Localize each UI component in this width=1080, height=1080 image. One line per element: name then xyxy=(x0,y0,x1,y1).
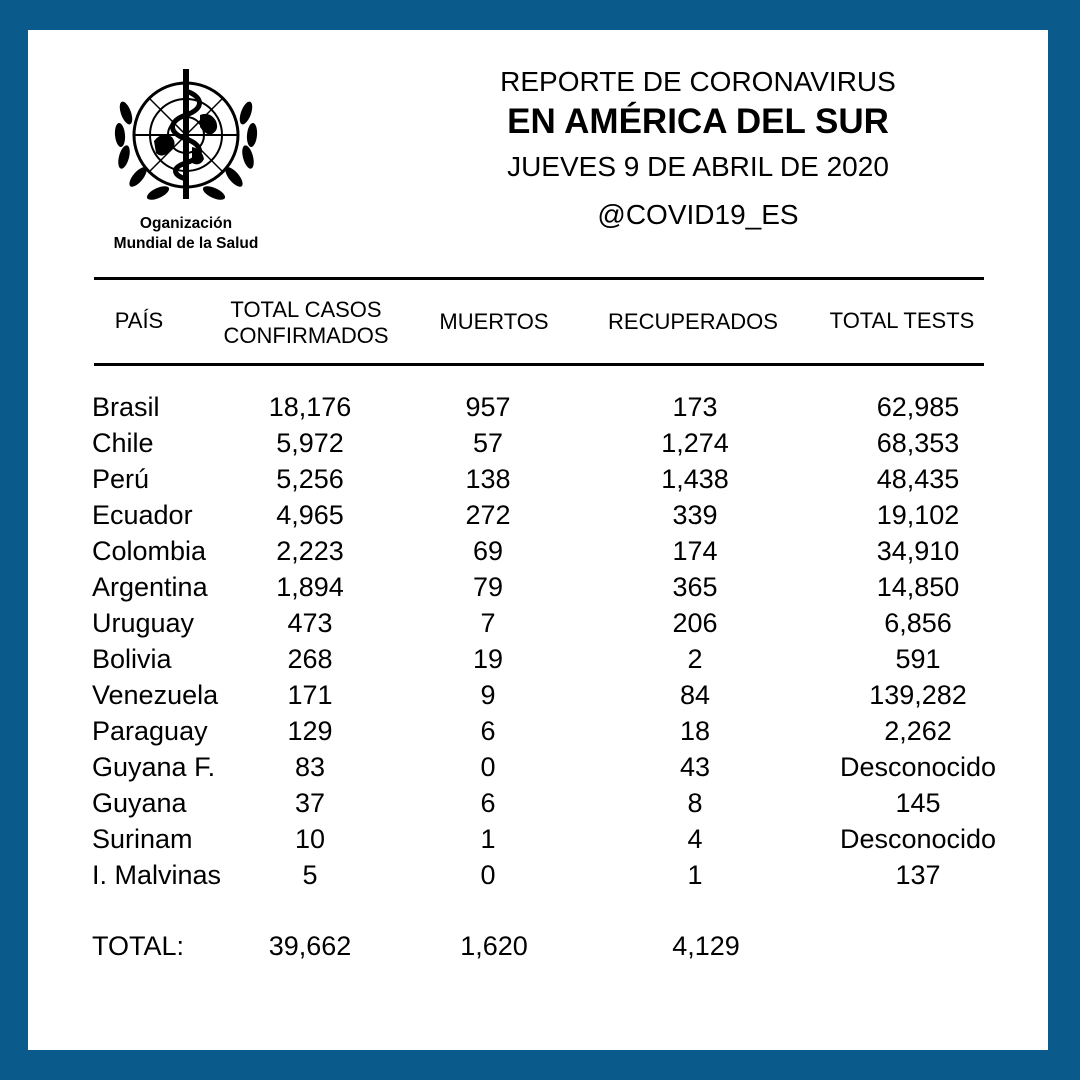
organization-name-line2: Mundial de la Salud xyxy=(113,235,259,252)
cell-country: Chile xyxy=(92,428,154,458)
cell-confirmed: 83 xyxy=(294,752,326,782)
cell-recovered: 365 xyxy=(672,572,718,602)
cell-deaths: 272 xyxy=(465,500,511,530)
cell-recovered: 1,274 xyxy=(661,428,729,458)
column-header-tests: TOTAL TESTS xyxy=(829,308,975,333)
cell-tests: 137 xyxy=(895,860,941,890)
country-table xyxy=(28,389,1048,893)
organization-name xyxy=(78,214,294,254)
cell-tests: Desconocido xyxy=(839,752,997,782)
cell-country: Argentina xyxy=(92,572,208,602)
table-row xyxy=(28,749,1048,785)
cell-recovered: 173 xyxy=(672,392,718,422)
totals-deaths: 1,620 xyxy=(460,931,528,961)
table-top-rule xyxy=(94,277,984,280)
cell-country: I. Malvinas xyxy=(92,860,222,890)
table-row xyxy=(28,533,1048,569)
cell-deaths: 57 xyxy=(472,428,504,458)
cell-country: Colombia xyxy=(92,536,207,566)
cell-tests: 6,856 xyxy=(884,608,952,638)
cell-recovered: 18 xyxy=(679,716,711,746)
table-row xyxy=(28,425,1048,461)
cell-deaths: 69 xyxy=(472,536,504,566)
cell-tests: 62,985 xyxy=(876,392,960,422)
cell-recovered: 43 xyxy=(679,752,711,782)
cell-deaths: 7 xyxy=(480,608,496,638)
who-emblem-icon xyxy=(96,63,276,213)
cell-country: Guyana F. xyxy=(92,752,216,782)
table-row xyxy=(28,497,1048,533)
column-header-confirmed-line2: CONFIRMADOS xyxy=(223,323,389,348)
cell-recovered: 174 xyxy=(672,536,718,566)
cell-confirmed: 1,894 xyxy=(276,572,344,602)
cell-recovered: 84 xyxy=(679,680,711,710)
cell-confirmed: 5,972 xyxy=(276,428,344,458)
cell-deaths: 79 xyxy=(472,572,504,602)
cell-confirmed: 18,176 xyxy=(268,392,352,422)
report-card xyxy=(28,30,1048,1050)
cell-country: Surinam xyxy=(92,824,193,854)
cell-deaths: 6 xyxy=(480,716,496,746)
cell-recovered: 1 xyxy=(687,860,703,890)
cell-confirmed: 5,256 xyxy=(276,464,344,494)
table-row xyxy=(28,857,1048,893)
cell-deaths: 9 xyxy=(480,680,496,710)
cell-confirmed: 171 xyxy=(287,680,333,710)
column-header-deaths: MUERTOS xyxy=(439,309,549,334)
cell-deaths: 0 xyxy=(480,752,496,782)
cell-deaths: 0 xyxy=(480,860,496,890)
cell-country: Perú xyxy=(92,464,150,494)
cell-confirmed: 37 xyxy=(294,788,326,818)
column-header-recovered: RECUPERADOS xyxy=(608,309,778,334)
cell-tests: 591 xyxy=(895,644,941,674)
cell-deaths: 957 xyxy=(465,392,511,422)
organization-name-line1: Oganización xyxy=(139,215,233,232)
cell-recovered: 339 xyxy=(672,500,718,530)
table-row xyxy=(28,785,1048,821)
report-date: JUEVES 9 DE ABRIL DE 2020 xyxy=(507,151,889,182)
cell-confirmed: 5 xyxy=(302,860,318,890)
cell-tests: 34,910 xyxy=(876,536,960,566)
totals-row xyxy=(28,928,1048,964)
cell-confirmed: 473 xyxy=(287,608,333,638)
totals-recovered: 4,129 xyxy=(672,931,740,961)
column-header-confirmed xyxy=(206,297,406,349)
table-row xyxy=(28,641,1048,677)
table-row xyxy=(28,461,1048,497)
cell-tests: 19,102 xyxy=(876,500,960,530)
cell-deaths: 6 xyxy=(480,788,496,818)
cell-tests: 48,435 xyxy=(876,464,960,494)
cell-country: Brasil xyxy=(92,392,160,422)
cell-tests: Desconocido xyxy=(839,824,997,854)
table-row xyxy=(28,389,1048,425)
table-row xyxy=(28,713,1048,749)
cell-country: Bolivia xyxy=(92,644,172,674)
cell-tests: 145 xyxy=(895,788,941,818)
cell-tests: 2,262 xyxy=(884,716,952,746)
cell-tests: 139,282 xyxy=(869,680,967,710)
table-row xyxy=(28,677,1048,713)
column-header-confirmed-line1: TOTAL CASOS xyxy=(230,297,382,322)
cell-country: Ecuador xyxy=(92,500,193,530)
cell-country: Venezuela xyxy=(92,680,219,710)
cell-confirmed: 2,223 xyxy=(276,536,344,566)
cell-deaths: 138 xyxy=(465,464,511,494)
cell-country: Guyana xyxy=(92,788,187,818)
cell-country: Paraguay xyxy=(92,716,208,746)
cell-tests: 14,850 xyxy=(876,572,960,602)
column-header-country: PAÍS xyxy=(114,308,164,333)
cell-deaths: 19 xyxy=(472,644,504,674)
cell-country: Uruguay xyxy=(92,608,195,638)
cell-confirmed: 10 xyxy=(294,824,326,854)
cell-confirmed: 268 xyxy=(287,644,333,674)
totals-confirmed: 39,662 xyxy=(268,931,352,961)
cell-deaths: 1 xyxy=(480,824,496,854)
cell-confirmed: 129 xyxy=(287,716,333,746)
table-row xyxy=(28,605,1048,641)
cell-confirmed: 4,965 xyxy=(276,500,344,530)
cell-recovered: 8 xyxy=(687,788,703,818)
table-row xyxy=(28,569,1048,605)
cell-recovered: 206 xyxy=(672,608,718,638)
totals-label: TOTAL: xyxy=(92,931,185,961)
table-header-rule xyxy=(94,363,984,366)
cell-tests: 68,353 xyxy=(876,428,960,458)
report-title: REPORTE DE CORONAVIRUS xyxy=(500,66,896,97)
cell-recovered: 2 xyxy=(687,644,703,674)
report-handle: @COVID19_ES xyxy=(597,199,799,230)
cell-recovered: 4 xyxy=(687,824,703,854)
cell-recovered: 1,438 xyxy=(661,464,729,494)
report-region: EN AMÉRICA DEL SUR xyxy=(507,102,889,141)
table-row xyxy=(28,821,1048,857)
